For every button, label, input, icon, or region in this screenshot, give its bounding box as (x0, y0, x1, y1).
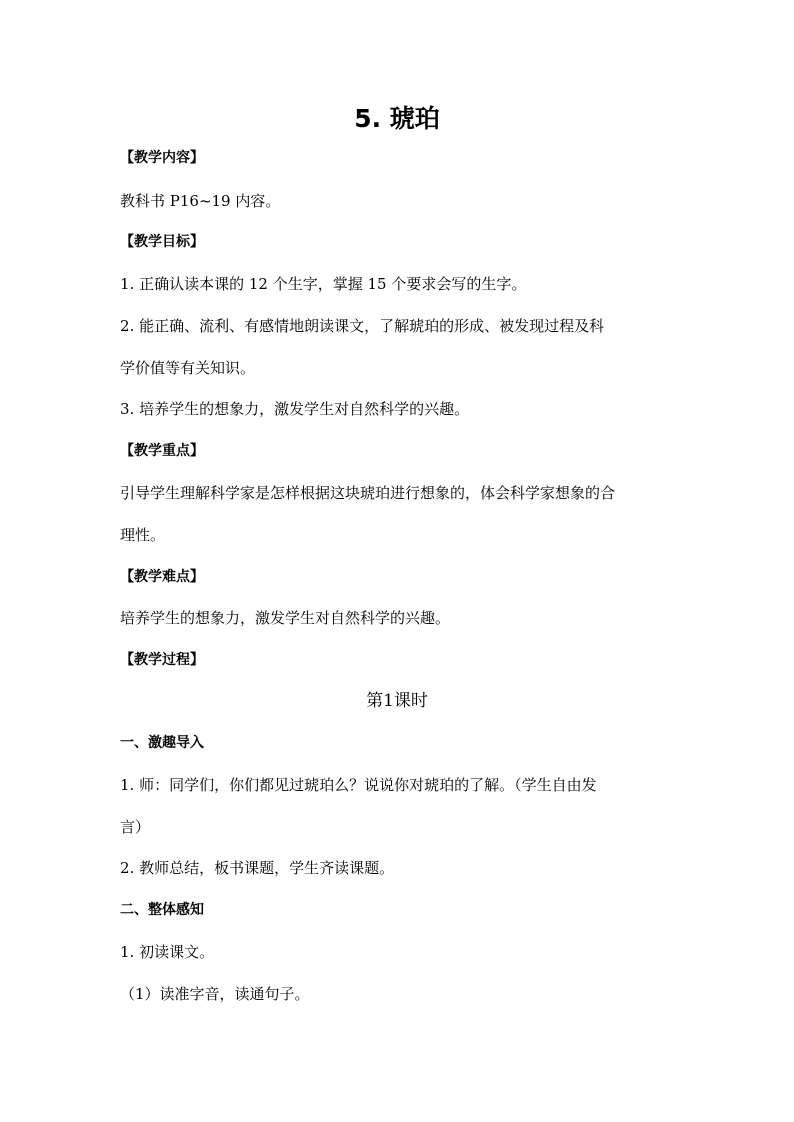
heading-teaching-process: 【教学过程】 (120, 652, 204, 668)
difficulties-text: 培养学生的想象力，激发学生对自然科学的兴趣。 (120, 609, 451, 627)
part-2-sub-item-1: （1）读准字音，读通句子。 (120, 985, 310, 1003)
key-points-line-1: 引导学生理解科学家是怎样根据这块琥珀进行想象的，体会科学家想象的合 (120, 484, 616, 502)
key-points-line-2: 理性。 (120, 526, 166, 544)
objective-item-2-line-2: 学价值等有关知识。 (120, 359, 256, 377)
part-1-item-1-line-1: 1. 师：同学们，你们都见过琥珀么？说说你对琥珀的了解。（学生自由发 (120, 776, 597, 794)
part-2-item-1: 1. 初读课文。 (120, 943, 215, 961)
heading-teaching-objectives: 【教学目标】 (120, 234, 204, 250)
heading-part-1: 一、激趣导入 (120, 735, 204, 751)
part-1-item-1-line-2: 言） (120, 818, 151, 836)
objective-item-1: 1. 正确认读本课的 12 个生字，掌握 15 个要求会写的生字。 (120, 275, 527, 293)
part-1-item-2: 2. 教师总结，板书课题，学生齐读课题。 (120, 859, 395, 877)
heading-key-points: 【教学重点】 (120, 443, 204, 459)
page-title: 5. 琥珀 (354, 104, 440, 133)
lesson-label: 第1课时 (366, 691, 428, 711)
heading-part-2: 二、整体感知 (120, 902, 204, 918)
objective-item-2-line-1: 2. 能正确、流利、有感情地朗读课文，了解琥珀的形成、被发现过程及科 (120, 317, 605, 335)
teaching-content-text: 教科书 P16~19 内容。 (120, 192, 281, 210)
heading-difficulties: 【教学难点】 (120, 569, 204, 585)
objective-item-3: 3. 培养学生的想象力，激发学生对自然科学的兴趣。 (120, 400, 470, 418)
heading-teaching-content: 【教学内容】 (120, 150, 204, 166)
